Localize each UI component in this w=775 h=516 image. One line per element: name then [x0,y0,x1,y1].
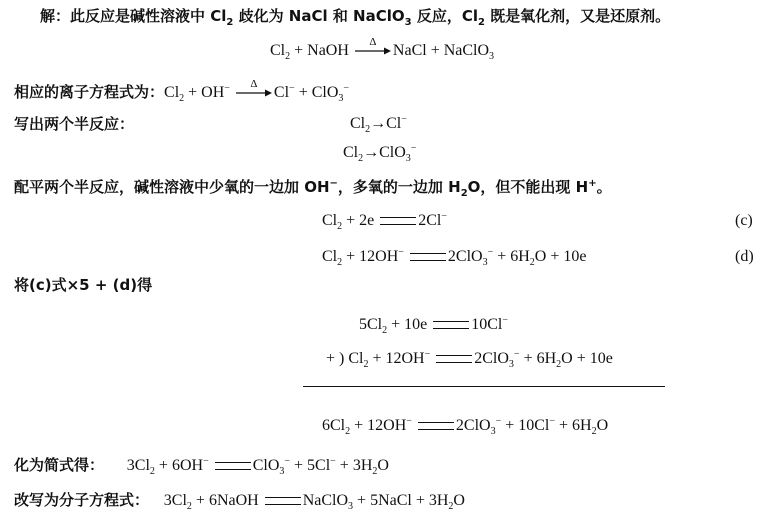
sub: 2 [591,426,597,438]
eq-term: 10Cl [471,316,503,333]
sup: − [549,415,555,427]
sub: 2 [372,466,378,478]
sup: − [224,82,230,94]
eq-term: Cl [164,84,180,101]
sub: 2 [358,153,364,165]
eq-term: + 6OH [154,457,204,474]
sup: − [343,82,350,94]
sub: 3 [338,93,344,105]
eq-term: NaCl + NaClO [392,42,490,59]
equals-sign-icon [418,422,454,430]
simplify-line [14,455,389,476]
sub: 3 [490,426,496,438]
equals-sign-icon [410,253,446,261]
sup: − [502,314,509,326]
eq-term: 2ClO [455,417,491,434]
sub: 2 [179,93,185,105]
equals-sign-icon [380,217,416,225]
eq-term: + ClO [294,84,339,101]
intro-text-4: 既是氧化剂，又是还原剂。 [484,7,671,25]
eq-term: + NaOH [290,42,349,59]
sub: 2 [345,426,351,438]
sub: 3 [404,17,412,28]
delta-symbol: Δ [369,36,377,49]
sub: 2 [285,51,291,63]
sup: − [330,455,336,467]
eq-term: + 3H [335,457,373,474]
eq-term: 2ClO [447,248,483,265]
eq-term: + 6H [519,350,557,367]
equation-c [322,211,447,231]
eq-term: + 5NaCl + 3H [353,492,449,509]
balance-text-4: 。 [596,178,612,196]
sub: 2 [337,257,343,269]
eq-term: NaClO [302,492,349,509]
sub: 2 [529,257,535,269]
eq-term: O [596,417,609,434]
eq-term: 2Cl [418,212,442,229]
eq-term: O + 10e [534,248,587,265]
eq-term: O [453,492,465,509]
sub: 3 [508,359,514,371]
sub: 3 [279,466,285,478]
combine-instruction [14,275,152,295]
half-reaction-title [14,114,134,134]
eq-term: 6Cl [322,417,346,434]
eq-term: + OH [184,84,225,101]
eq-term: Cl [343,144,359,161]
sup: − [513,348,520,360]
eq-term: + 6H [493,248,530,265]
sub: 2 [363,359,369,371]
sup: − [441,210,448,222]
half-reaction-2 [343,143,416,163]
sup: − [495,415,502,427]
equals-sign-icon [433,321,469,329]
eq-term: →Cl [370,115,402,132]
sub: 2 [149,466,155,478]
eq-term: ClO [252,457,280,474]
eq-term: 3Cl [126,457,150,474]
eq-term: Cl [322,248,338,265]
sub: 3 [348,501,354,513]
eq-term: 3Cl [163,492,187,509]
eq-term: Cl [270,42,286,59]
eq-term: + ) Cl [326,350,364,367]
eq-term: O + 10e [561,350,613,367]
sup: − [487,246,494,258]
balance-text-1: 配平两个半反应，碱性溶液中少氧的一边加 OH [14,178,330,196]
molecular-label: 改写为分子方程式： [14,491,150,509]
eq-term: + 12OH [368,350,425,367]
sup: + [588,178,597,189]
ionic-label: 相应的离子方程式为： [14,83,165,101]
sub: 2 [448,501,454,513]
sum-divider [303,386,665,387]
delta-arrow-icon [236,78,272,100]
combine-text: 将(c)式×5 + (d)得 [14,276,153,294]
sub: 3 [482,257,488,269]
eq-term: + 5Cl [290,457,331,474]
eq-term: + 12OH [350,417,407,434]
eq-term: 2ClO [474,350,509,367]
sub: 2 [477,17,485,28]
balance-text-2: ，多氧的一边加 H [337,178,461,196]
sup: − [203,455,209,467]
sub: 2 [186,501,192,513]
sum-line-2 [326,349,613,369]
eq-term: →ClO [363,144,406,161]
sub: 2 [337,221,343,233]
eq-term: + 2e [342,212,375,229]
sub: 2 [365,124,371,136]
main-equation [270,36,495,63]
sup: − [401,113,407,125]
sub: 2 [226,17,234,28]
intro-text-3: 反应，Cl [411,7,478,25]
sup: − [398,246,404,258]
intro-text-1: 解：此反应是碱性溶液中 Cl [40,7,227,25]
eq-term: + 12OH [342,248,399,265]
sum-total [322,416,608,436]
sum-line-1 [359,315,508,335]
delta-symbol: Δ [250,78,258,91]
eq-term: Cl [322,212,338,229]
sup: − [284,455,291,467]
sub: 3 [405,153,411,165]
sub: 2 [460,188,468,199]
sup: − [424,348,431,360]
sup: − [406,415,412,427]
half-reaction-1 [350,114,407,134]
delta-arrow-icon [355,36,391,58]
sup: − [410,142,417,154]
equals-sign-icon [265,497,301,505]
half-title-text: 写出两个半反应： [14,115,135,133]
molecular-line [14,490,465,511]
eq-term: 5Cl [359,316,383,333]
sub: 3 [489,51,495,63]
eq-term: + 10e [387,316,428,333]
sup: − [289,82,295,94]
sub: 2 [382,325,388,337]
eq-term: Cl [350,115,366,132]
equals-sign-icon [215,462,251,470]
eq-term: + 6NaOH [191,492,259,509]
intro-line [40,6,670,33]
eq-term: O [377,457,389,474]
simplify-label: 化为简式得： [14,456,105,474]
label-d: (d) [735,248,754,265]
eq-term: + 6H [555,417,592,434]
ionic-equation-line [14,78,350,105]
balance-text-3: O，但不能出现 H [467,178,589,196]
equation-d [322,247,586,267]
eq-term: Cl [273,84,290,101]
label-c: (c) [735,212,753,229]
sup: − [329,178,338,189]
intro-text-2: 歧化为 NaCl 和 NaClO [233,7,405,25]
equals-sign-icon [436,355,472,363]
eq-term: + 10Cl [501,417,550,434]
sub: 2 [556,359,562,371]
balance-instruction [14,174,612,204]
